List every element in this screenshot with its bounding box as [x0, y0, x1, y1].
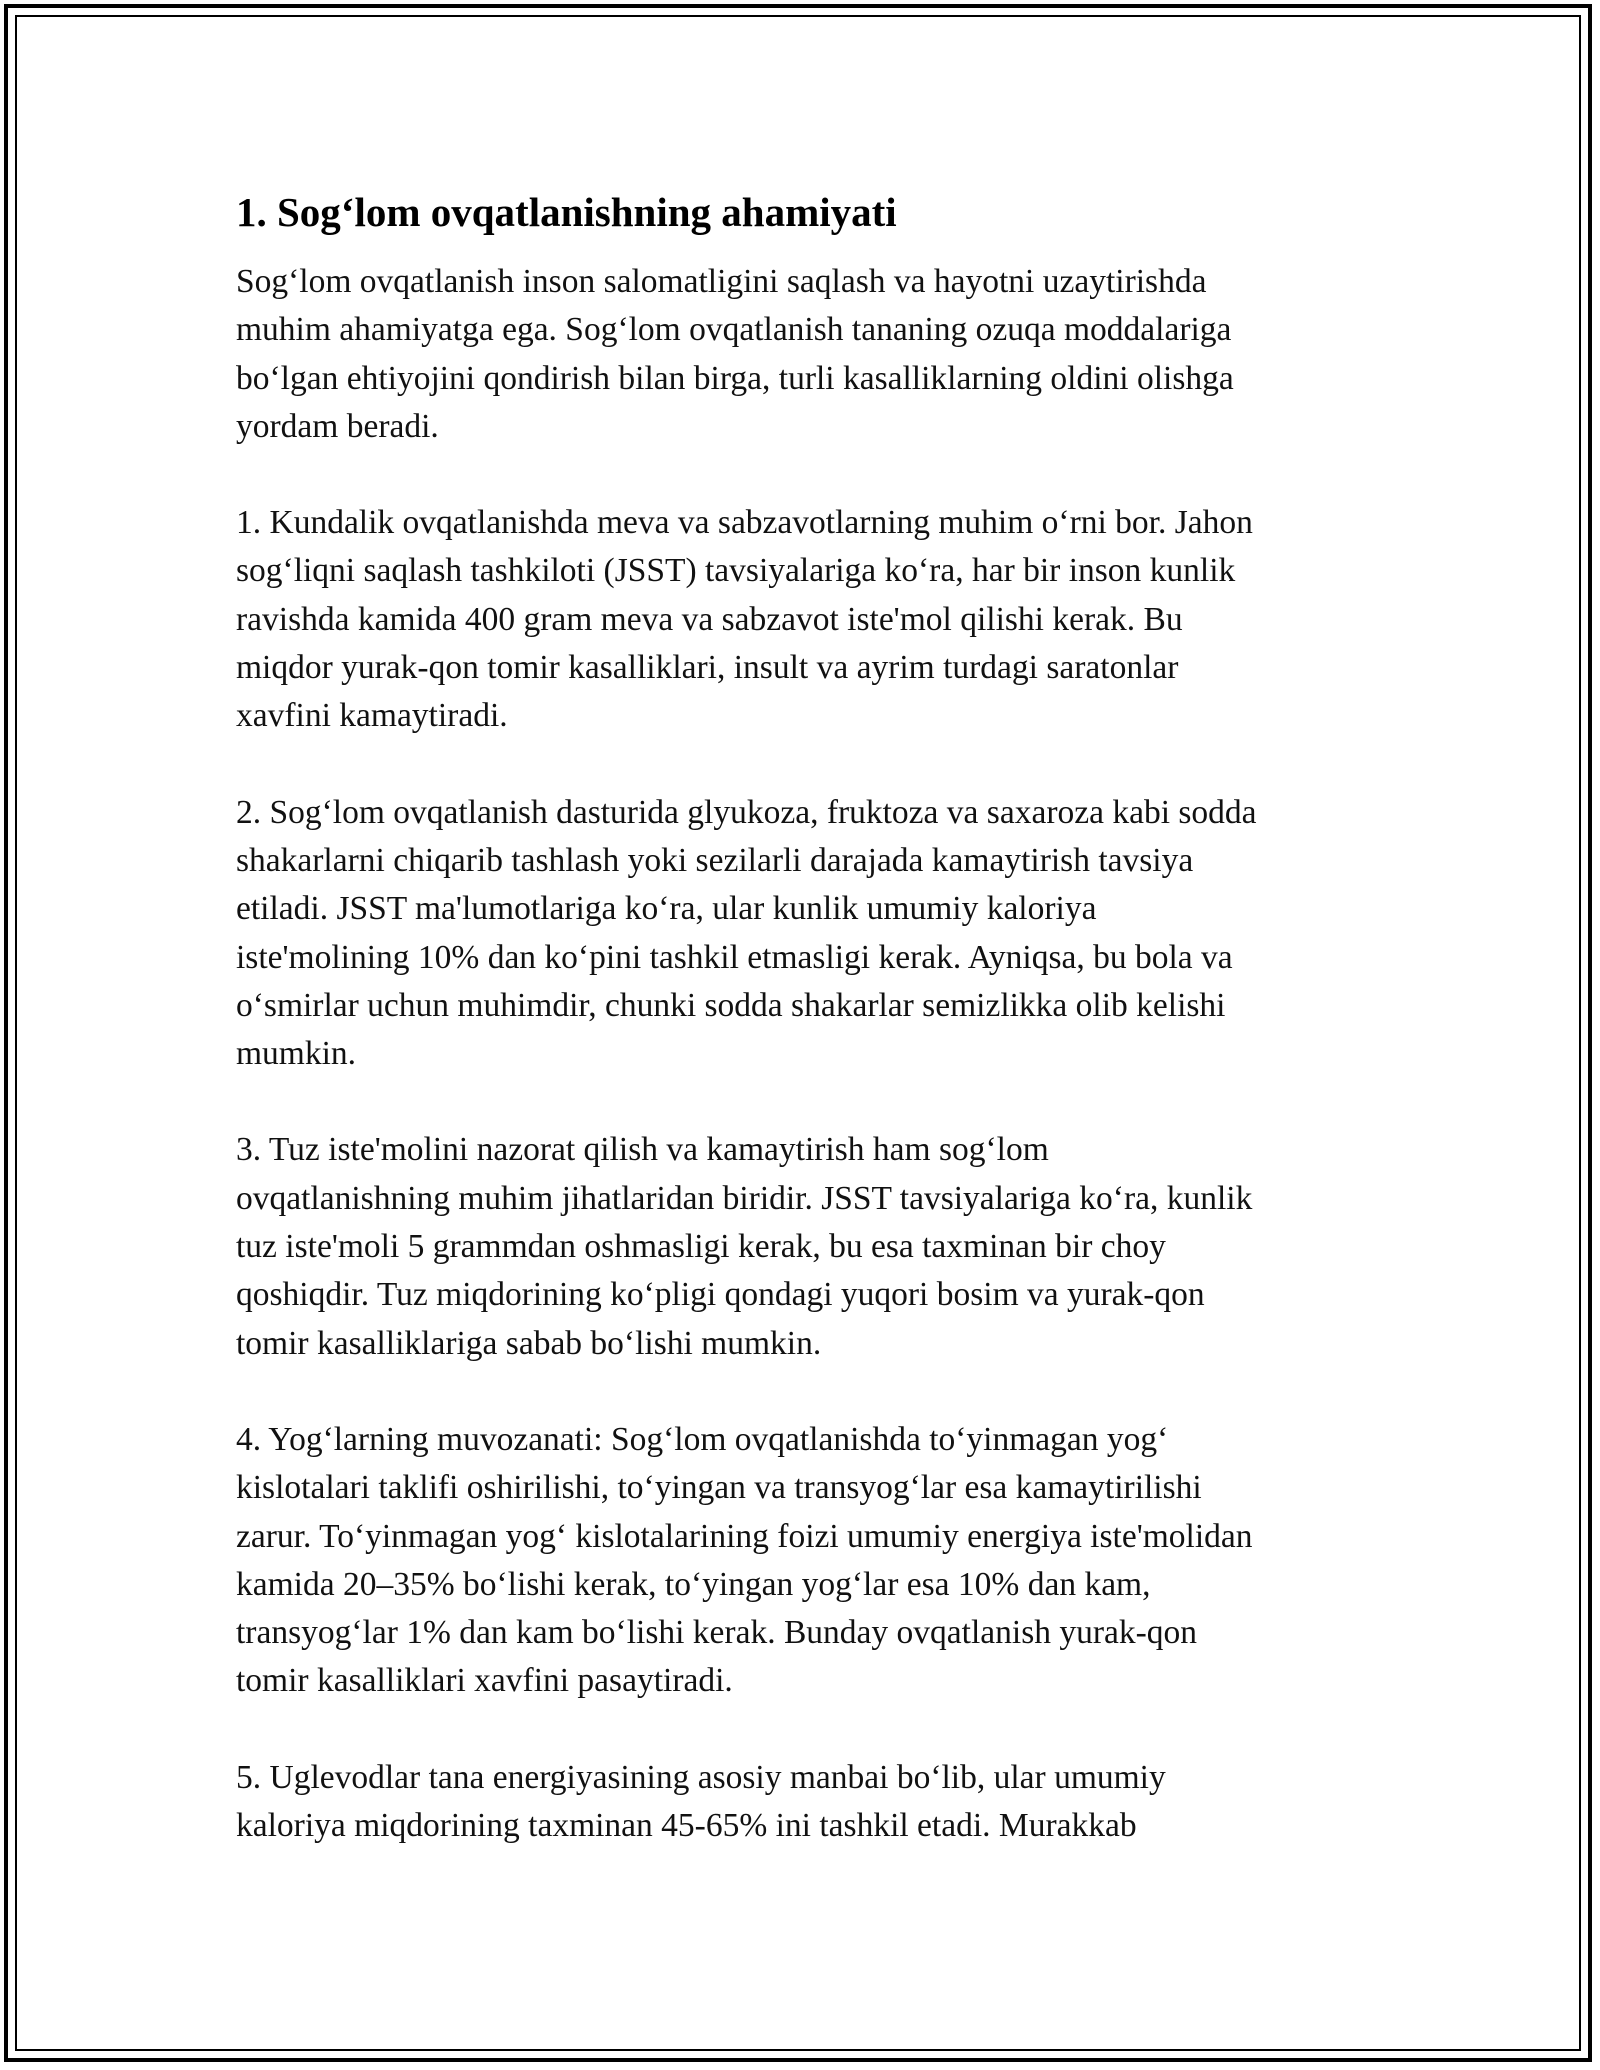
document-body [236, 188, 1376, 1898]
text-line: tomir kasalliklariga sabab bo‘lishi mumkin. [236, 1324, 822, 1362]
text-line: kaloriya miqdorining taxminan 45-65% ini tashkil etadi. Murakkab [236, 1807, 1137, 1845]
text-line: ovqatlanishning muhim jihatlaridan biridir. JSST tavsiyalariga ko‘ra, kunlik [236, 1179, 1253, 1217]
text-line: mumkin. [236, 1035, 357, 1073]
section-heading: 1. Sog‘lom ovqatlanishning ahamiyati [236, 189, 897, 235]
text-line: tuz iste'moli 5 grammdan oshmasligi kerak, bu esa taxminan bir choy [236, 1228, 1166, 1266]
paragraph-salt [236, 1126, 1376, 1367]
text-line: 3. Tuz iste'molini nazorat qilish va kamaytirish ham sog‘lom [236, 1131, 1049, 1169]
intro-paragraph [236, 258, 1376, 451]
text-line: bo‘lgan ehtiyojini qondirish bilan birga, turli kasalliklarning oldini olishga [236, 359, 1234, 397]
text-line: miqdor yurak-qon tomir kasalliklari, insult va ayrim turdagi saratonlar [236, 649, 1179, 687]
text-line: 4. Yog‘larning muvozanati: Sog‘lom ovqatlanishda to‘yinmagan yog‘ [236, 1420, 1169, 1458]
text-line: iste'molining 10% dan ko‘pini tashkil etmasligi kerak. Ayniqsa, bu bola va [236, 938, 1233, 976]
text-line: transyog‘lar 1% dan kam bo‘lishi kerak. Bunday ovqatlanish yurak-qon [236, 1614, 1198, 1652]
text-line: Sog‘lom ovqatlanish inson salomatligini saqlash va hayotni uzaytirishda [236, 263, 1207, 300]
paragraph-fats [236, 1416, 1376, 1706]
text-line: ravishda kamida 400 gram meva va sabzavot iste'mol qilishi kerak. Bu [236, 600, 1183, 638]
text-line: sog‘liqni saqlash tashkiloti (JSST) tavsiyalariga ko‘ra, har bir inson kunlik [236, 552, 1236, 590]
paragraph-sugars [236, 789, 1376, 1079]
text-line: 1. Kundalik ovqatlanishda meva va sabzavotlarning muhim o‘rni bor. Jahon [236, 504, 1253, 542]
text-line: o‘smirlar uchun muhimdir, chunki sodda shakarlar semizlikka olib kelishi [236, 986, 1226, 1024]
text-line: zarur. To‘yinmagan yog‘ kislotalarining foizi umumiy energiya iste'molidan [236, 1517, 1253, 1555]
paragraph-fruits-vegetables [236, 499, 1376, 740]
text-line: 2. Sog‘lom ovqatlanish dasturida glyukoza, fruktoza va saxaroza kabi sodda [236, 793, 1257, 831]
text-line: etiladi. JSST ma'lumotlariga ko‘ra, ular kunlik umumiy kaloriya [236, 890, 1097, 928]
text-line: qoshiqdir. Tuz miqdorining ko‘pligi qondagi yuqori bosim va yurak-qon [236, 1276, 1205, 1314]
text-line: shakarlarni chiqarib tashlash yoki sezilarli darajada kamaytirish tavsiya [236, 841, 1194, 879]
text-line: kislotalari taklifi oshirilishi, to‘yingan va transyog‘lar esa kamaytirilishi [236, 1469, 1202, 1507]
text-line: yordam beradi. [236, 407, 439, 445]
text-line: kamida 20–35% bo‘lishi kerak, to‘yingan yog‘lar esa 10% dan kam, [236, 1565, 1151, 1603]
text-line: muhim ahamiyatga ega. Sog‘lom ovqatlanish tananing ozuqa moddalariga [236, 311, 1232, 349]
paragraph-carbohydrates [236, 1754, 1376, 1851]
text-line: xavfini kamaytiradi. [236, 697, 508, 735]
text-line: 5. Uglevodlar tana energiyasining asosiy manbai bo‘lib, ular umumiy [236, 1758, 1166, 1796]
text-line: tomir kasalliklari xavfini pasaytiradi. [236, 1662, 733, 1700]
